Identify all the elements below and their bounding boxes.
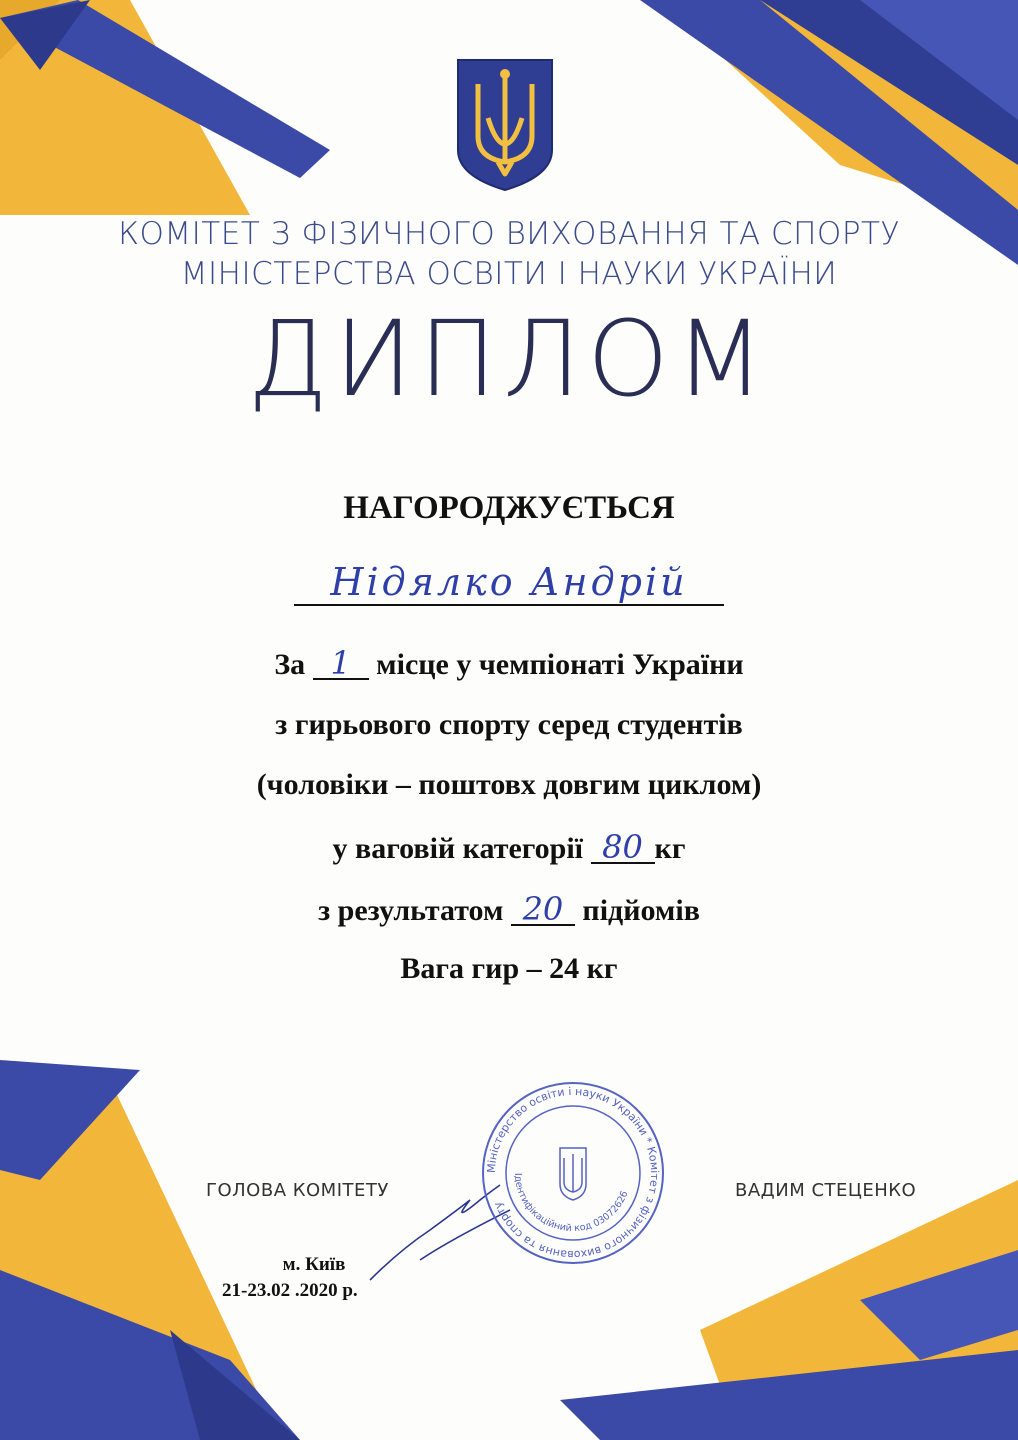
discipline-line: (чоловіки – поштовх довгим циклом)	[256, 768, 762, 801]
event-date: 21-23.02 .2020 р.	[222, 1280, 358, 1301]
city: м. Київ	[282, 1254, 346, 1275]
result-value: 20	[511, 894, 575, 926]
result-suffix: підйомів	[582, 894, 700, 927]
seal-icon	[478, 1078, 668, 1268]
svg-text:Міністерство освіти і науки Ук: Міністерство освіти і науки України * Комітет з фізичного виховання та спорту	[484, 1084, 662, 1262]
place-line	[0, 644, 1018, 682]
signatory-title: ГОЛОВА КОМІТЕТУ	[206, 1180, 389, 1201]
diploma-title: ДИПЛОМ	[247, 298, 771, 420]
weight-category-line	[0, 828, 1018, 866]
signatory-name: ВАДИМ СТЕЦЕНКО	[735, 1180, 917, 1201]
recipient-name: Нідялко Андрій	[294, 560, 724, 606]
sport-line: з гирьового спорту серед студентів	[275, 708, 743, 741]
recipient-row	[0, 560, 1018, 606]
weight-category-value: 80	[591, 832, 655, 864]
place-prefix: За	[274, 648, 306, 681]
organization-line-2: МІНІСТЕРСТВА ОСВІТИ І НАУКИ УКРАЇНИ	[180, 256, 838, 292]
awarded-label: НАГОРОДЖУЄТЬСЯ	[343, 490, 675, 526]
result-prefix: з результатом	[318, 894, 504, 927]
result-line	[0, 890, 1018, 928]
kettlebell-weight-line: Вага гир – 24 кг	[400, 952, 618, 985]
svg-text:Ідентифікаційний код 03072626: Ідентифікаційний код 03072626	[511, 1172, 631, 1235]
place-value: 1	[313, 648, 369, 680]
weight-category-unit: кг	[654, 832, 686, 865]
trident-icon	[456, 58, 554, 192]
organization-line-1: КОМІТЕТ З ФІЗИЧНОГО ВИХОВАННЯ ТА СПОРТУ	[118, 216, 900, 252]
weight-category-prefix: у ваговій категорії	[332, 832, 584, 865]
place-suffix: місце у чемпіонаті України	[376, 648, 744, 681]
